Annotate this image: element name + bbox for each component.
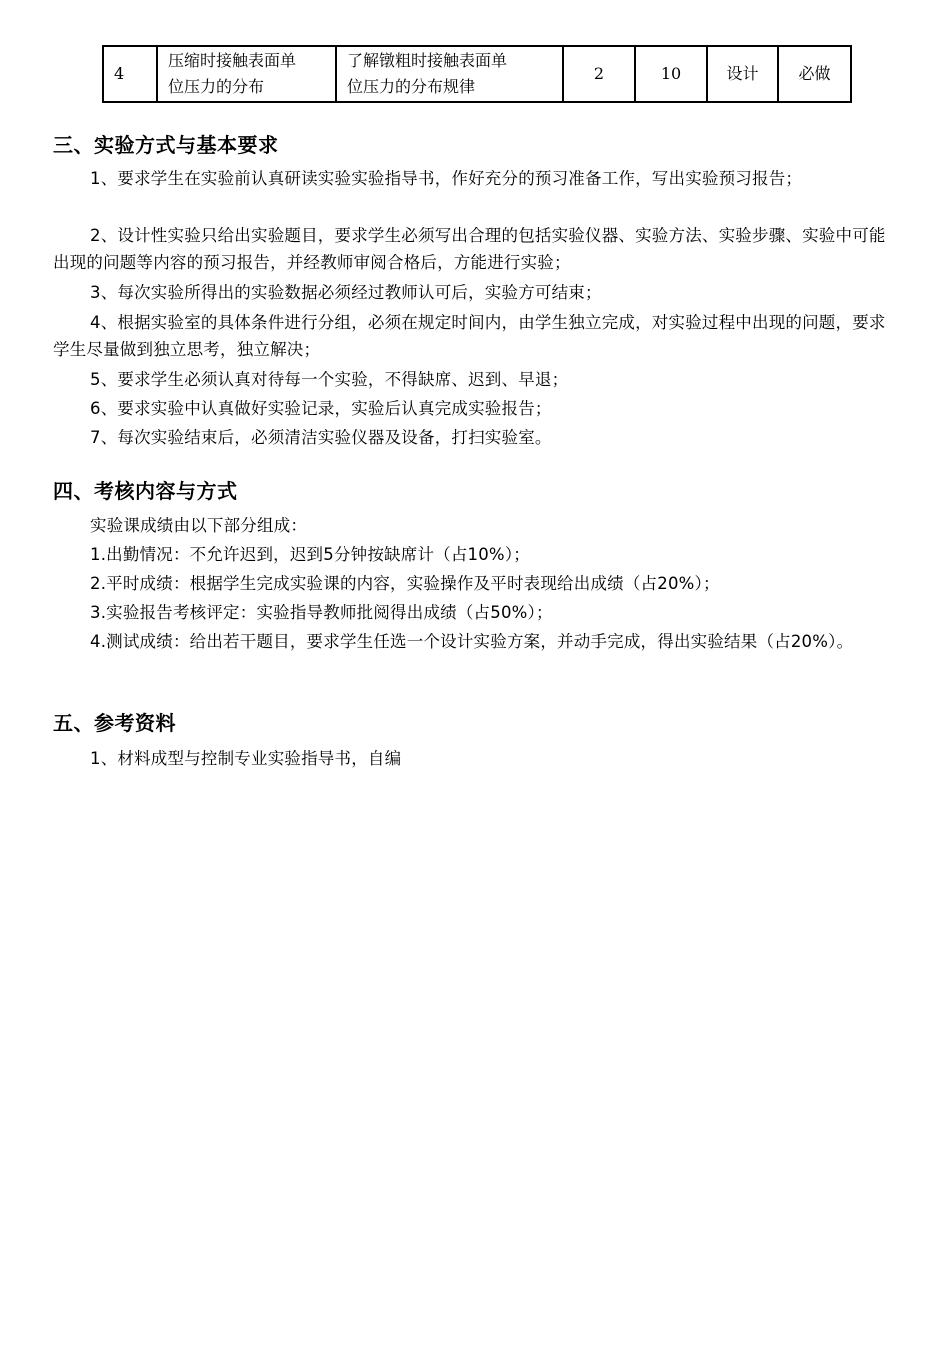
requirement-item: 7、每次实验结束后，必须清洁实验仪器及设备，打扫实验室。 [90, 428, 552, 447]
requirement-item: 6、要求实验中认真做好实验记录，实验后认真完成实验报告； [90, 399, 552, 418]
reference-item: 1、材料成型与控制专业实验指导书，自编 [90, 749, 402, 768]
experiment-goal-line: 了解镦粗时接触表面单 [347, 51, 508, 70]
table-cell-number: 4 [103, 46, 157, 102]
requirement-item: 1、要求学生在实验前认真研读实验实验指导书，作好充分的预习准备工作，写出实验预习报告； [90, 169, 803, 188]
table-cell-experiment-name [157, 46, 336, 102]
assessment-item: 4.测试成绩：给出若干题目，要求学生任选一个设计实验方案，并动手完成，得出实验结果（占20%）。 [90, 632, 854, 651]
assessment-intro: 实验课成绩由以下部分组成： [90, 516, 308, 535]
table-cell-group-size: 10 [635, 46, 707, 102]
experiment-goal-line: 位压力的分布规律 [347, 77, 476, 96]
table-row [103, 46, 851, 102]
requirement-item: 5、要求学生必须认真对待每一个实验，不得缺席、迟到、早退； [90, 370, 569, 389]
table-cell-experiment-goal [336, 46, 563, 102]
table-cell-requirement: 必做 [778, 46, 851, 102]
table-cell-hours: 2 [563, 46, 635, 102]
assessment-item: 1.出勤情况：不允许迟到，迟到5分钟按缺席计（占10%）； [90, 545, 530, 564]
assessment-item: 2.平时成绩：根据学生完成实验课的内容，实验操作及平时表现给出成绩（占20%）； [90, 574, 720, 593]
requirement-item: 2、设计性实验只给出实验题目，要求学生必须写出合理的包括实验仪器、实验方法、实验步骤、实验中可能出现的问题等内容的预习报告，并经教师审阅合格后，方能进行实验； [53, 226, 886, 272]
experiment-table [102, 45, 852, 103]
table-cell-experiment-type: 设计 [707, 46, 778, 102]
requirement-item: 4、根据实验室的具体条件进行分组，必须在规定时间内，由学生独立完成，对实验过程中出现的问题，要求学生尽量做到独立思考，独立解决； [53, 313, 886, 359]
section-heading-assessment: 四、考核内容与方式 [53, 479, 238, 503]
requirement-item: 3、每次实验所得出的实验数据必须经过教师认可后，实验方可结束； [90, 283, 602, 302]
experiment-name-line: 压缩时接触表面单 [168, 51, 297, 70]
assessment-item: 3.实验报告考核评定：实验指导教师批阅得出成绩（占50%）； [90, 603, 553, 622]
experiment-name-line: 位压力的分布 [168, 77, 265, 96]
section-heading-references: 五、参考资料 [53, 711, 176, 735]
section-heading-requirements: 三、实验方式与基本要求 [53, 133, 279, 157]
